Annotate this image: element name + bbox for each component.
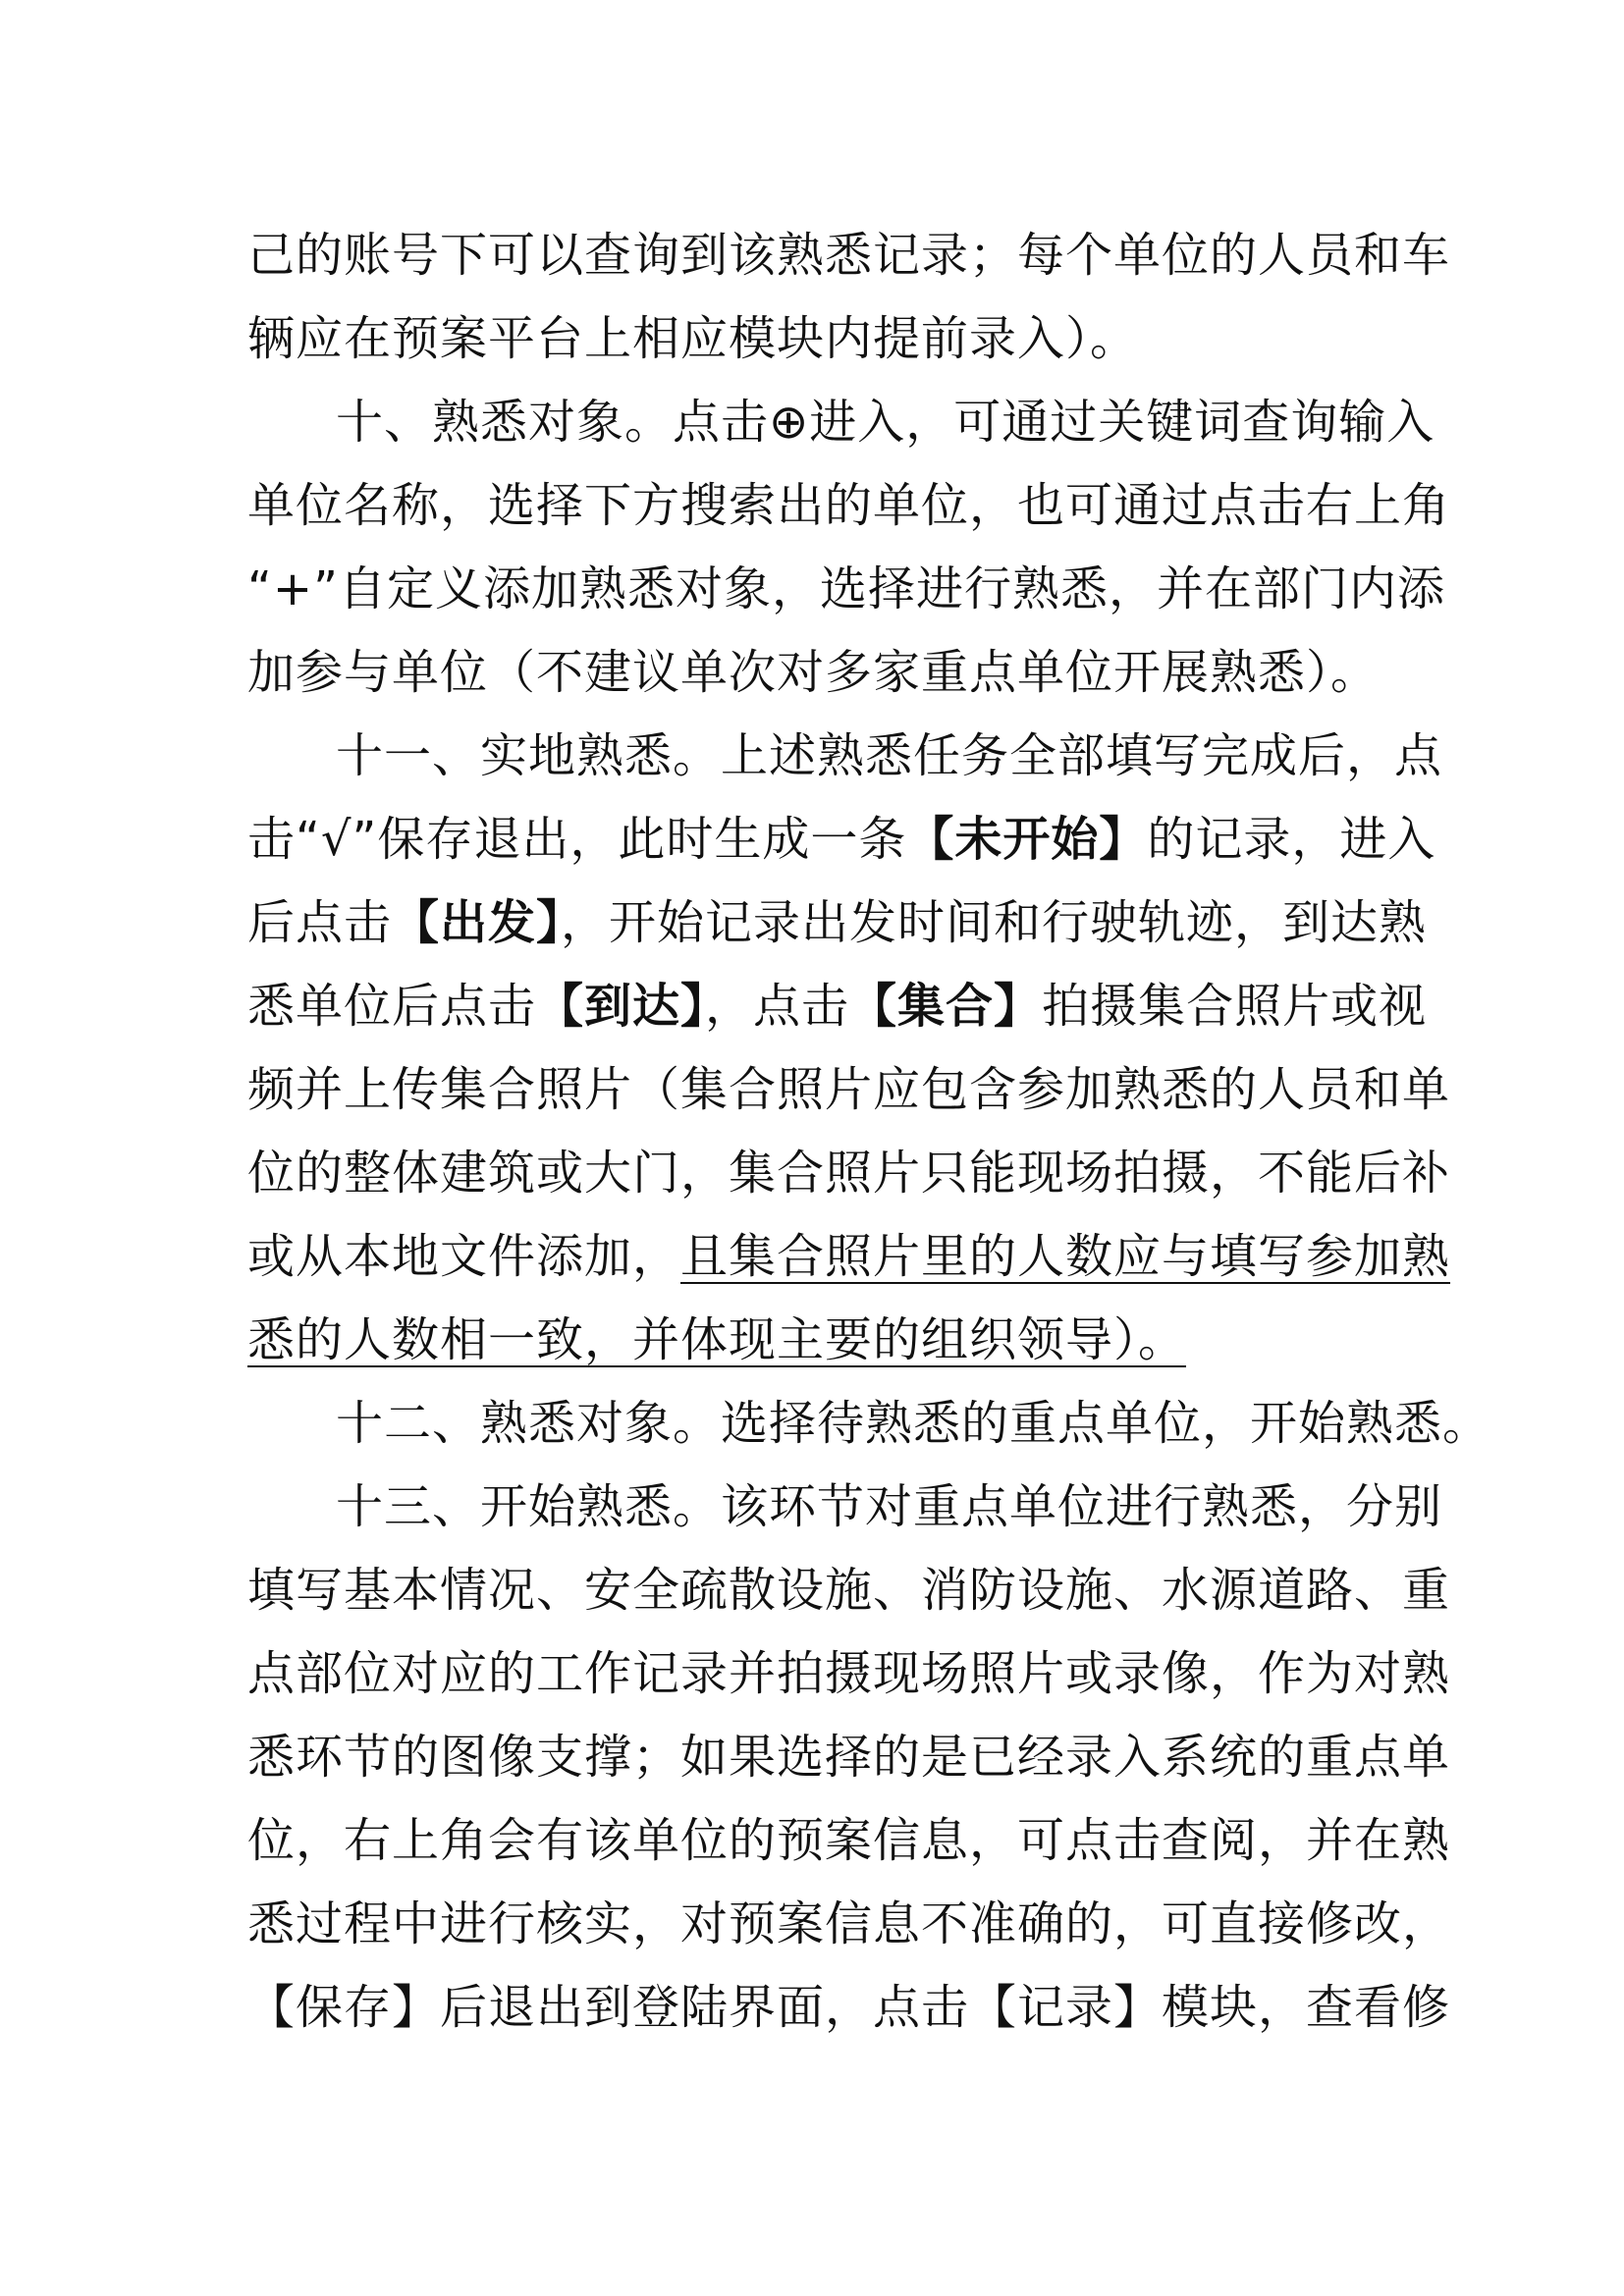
text-run: 十三、开始熟悉。该环节对重点单位进行熟悉，分别 (336, 1479, 1443, 1534)
text-run: 十二、熟悉对象。选择待熟悉的重点单位，开始熟悉。 (336, 1396, 1491, 1451)
text-line-5 (247, 560, 1445, 618)
text-run: 频并上传集合照片（集合照片应包含参加熟悉的人员和单 (247, 1062, 1451, 1117)
text-run: 悉过程中进行核实，对预案信息不准确的，可直接修改， (247, 1896, 1451, 1951)
text-run: 己的账号下可以查询到该熟悉记录；每个单位的人员和车 (247, 228, 1451, 283)
text-run: 后点击 (247, 895, 393, 950)
paragraph-11-heading-line (336, 726, 1443, 785)
paragraph-13-heading-line (336, 1477, 1443, 1536)
text-run: 或从本地文件添加， (247, 1229, 681, 1284)
text-line-2 (247, 309, 1386, 368)
text-line-19 (247, 1728, 1451, 1787)
text-run: 点部位对应的工作记录并拍摄现场照片或录像，作为对熟 (247, 1646, 1451, 1701)
text-line-21 (247, 1895, 1451, 1953)
text-run: 辆应在预案平台上相应模块内提前录入）。 (247, 311, 1139, 366)
text-line-4 (247, 476, 1451, 535)
text-run: 【保存】后退出到登陆界面，点击【记录】模块，查看修 (247, 1980, 1451, 2035)
text-run: 位的整体建筑或大门，集合照片只能现场拍摄，不能后补 (247, 1146, 1451, 1201)
text-run: 拍摄集合照片或视 (1042, 979, 1428, 1034)
text-line-20 (247, 1811, 1451, 1870)
bold-arrive: 【到达】 (536, 979, 706, 1034)
text-line-18 (247, 1644, 1451, 1703)
text-line-14 (247, 1310, 1386, 1369)
text-line-10 (247, 977, 1428, 1036)
bold-status-not-started: 【未开始】 (906, 812, 1148, 867)
text-line-11 (247, 1060, 1451, 1119)
text-line-6 (247, 643, 1386, 702)
text-line-9 (247, 893, 1428, 952)
text-line-1 (247, 226, 1451, 285)
text-line-13 (247, 1227, 1451, 1286)
text-run: “+”自定义添加熟悉对象，选择进行熟悉，并在部门内添 (247, 561, 1445, 616)
underlined-text: 且集合照片里的人数应与填写参加熟 (680, 1229, 1451, 1284)
text-run: 的记录，进入 (1147, 812, 1436, 867)
text-run: 单位名称，选择下方搜索出的单位，也可通过点击右上角 (247, 478, 1451, 533)
text-run: 填写基本情况、安全疏散设施、消防设施、水源道路、重 (247, 1563, 1451, 1618)
text-line-22 (247, 1978, 1451, 2037)
paragraph-12-line (336, 1394, 1491, 1453)
underlined-text: 悉的人数相一致，并体现主要的组织领导）。 (247, 1312, 1187, 1367)
text-run: ，开始记录出发时间和行驶轨迹，到达熟 (561, 895, 1428, 950)
text-run: 十一、实地熟悉。上述熟悉任务全部填写完成后，点 (336, 728, 1443, 783)
text-run: 悉单位后点击 (247, 979, 537, 1034)
bold-assemble: 【集合】 (849, 979, 1043, 1034)
text-line-12 (247, 1144, 1451, 1202)
text-run: 加参与单位（不建议单次对多家重点单位开展熟悉）。 (247, 645, 1380, 700)
text-line-8 (247, 810, 1436, 869)
text-run: ，点击 (705, 979, 850, 1034)
text-line-17 (247, 1561, 1451, 1620)
text-run: 位，右上角会有该单位的预案信息，可点击查阅，并在熟 (247, 1813, 1451, 1868)
text-run: 十、熟悉对象。点击⊕进入，可通过关键词查询输入 (336, 395, 1435, 450)
text-run: 悉环节的图像支撑；如果选择的是已经录入系统的重点单 (247, 1730, 1451, 1785)
bold-depart: 【出发】 (392, 895, 562, 950)
paragraph-10-heading-line (336, 393, 1435, 452)
text-run: 击“√”保存退出，此时生成一条 (247, 812, 907, 867)
